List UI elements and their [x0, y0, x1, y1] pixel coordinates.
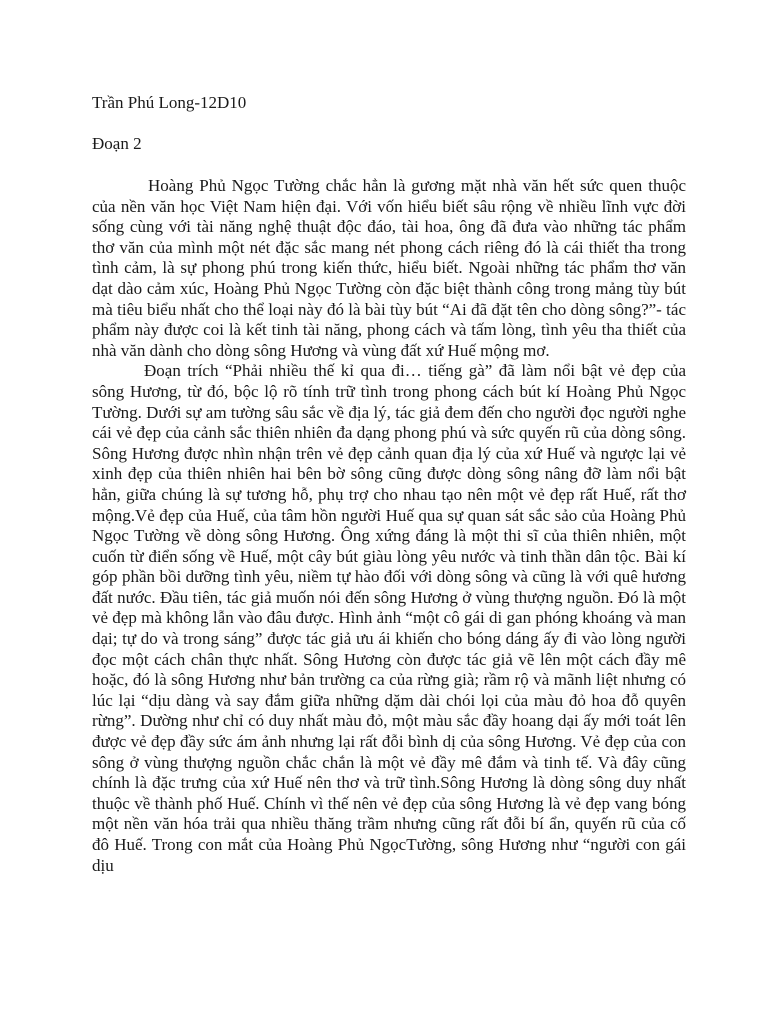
author-line: Trần Phú Long-12D10	[92, 93, 247, 112]
paragraph-intro: Hoàng Phủ Ngọc Tường chắc hẳn là gương mặt nhà văn hết sức quen thuộc của nền văn học Việt Nam hiện đại. Với vốn hiểu biết sâu rộng về nhiều lĩnh vực đời sống cùng với tài năng nghệ thuật độc đáo, tài hoa, ông đã đưa vào những tác phẩm thơ văn của mình một nét đặc sắc mang nét phong cách riêng đó là cái thiết tha trong tình cảm, là sự phong phú trong kiến thức, hiểu biết. Ngoài những tác phẩm thơ văn dạt dào cảm xúc, Hoàng Phủ Ngọc Tường còn đặc biệt thành công trong mảng tùy bút mà tiêu biểu nhất cho thể loại này đó là bài tùy bút “Ai đã đặt tên cho dòng sông?”- tác phẩm này được coi là kết tinh tài năng, phong cách và tấm lòng, tình yêu tha thiết của nhà văn dành cho dòng sông Hương và vùng đất xứ Huế mộng mơ.	[92, 176, 686, 360]
section-title: Đoạn 2	[92, 134, 142, 153]
document-body	[92, 176, 686, 876]
paragraph-analysis: Đoạn trích “Phải nhiều thế kỉ qua đi… tiếng gà” đã làm nổi bật vẻ đẹp của sông Hương, từ đó, bộc lộ rõ tính trữ tình trong phong cách bút kí Hoàng Phủ Ngọc Tường. Dưới sự am tường sâu sắc về địa lý, tác giả đem đến cho người đọc người nghe cái vẻ đẹp của cảnh sắc thiên nhiên đa dạng phong phú và sức quyến rũ của dòng sông. Sông Hương được nhìn nhận trên vẻ đẹp cảnh quan địa lý của xứ Huế và ngược lại vẻ xinh đẹp của thiên nhiên hai bên bờ sông cũng được dòng sông nâng đỡ làm nổi bật hẳn, giữa chúng là sự tương hỗ, phụ trợ cho nhau tạo nên một vẻ đẹp rất Huế, rất thơ mộng.Vẻ đẹp của Huế, của tâm hồn người Huế qua sự quan sát sắc sảo của Hoàng Phủ Ngọc Tường về dòng sông Hương. Ông xứng đáng là một thi sĩ của thiên nhiên, một cuốn từ điển sống về Huế, một cây bút giàu lòng yêu nước và tinh thần dân tộc. Bài kí góp phần bồi dưỡng tình yêu, niềm tự hào đối với dòng sông và cũng là với quê hương đất nước. Đầu tiên, tác giả muốn nói đến sông Hương ở vùng thượng nguồn. Đó là một vẻ đẹp mà không lẫn vào đâu được. Hình ảnh “một cô gái di gan phóng khoáng và man dại; tự do và trong sáng” được tác giả ưu ái khiến cho bóng dáng ấy đi vào lòng người đọc một cách chân thực nhất. Sông Hương còn được tác giả vẽ lên một cách đầy mê hoặc, đó là sông Hương như bản trường ca của rừng già; rầm rộ và mãnh liệt nhưng có lúc lại “dịu dàng và say đắm giữa những dặm dài chói lọi của màu đỏ hoa đỗ quyên rừng”. Dường như chỉ có duy nhất màu đỏ, một màu sắc đầy hoang dại ấy mới toát lên được vẻ đẹp đầy sức ám ảnh nhưng lại rất đỗi bình dị của sông Hương. Vẻ đẹp của con sông ở vùng thượng nguồn chắc chắn là một vẻ đầy mê đắm và tinh tế. Và đây cũng chính là đặc trưng của xứ Huế nên thơ và trữ tình.Sông Hương là dòng sông duy nhất thuộc về thành phố Huế. Chính vì thế nên vẻ đẹp của sông Hương là vẻ đẹp vang bóng một nền văn hóa trải qua nhiều thăng trầm nhưng cũng rất đỗi bí ẩn, quyến rũ của cố đô Huế. Trong con mắt của Hoàng Phủ NgọcTường, sông Hương như “người con gái dịu	[92, 361, 686, 875]
